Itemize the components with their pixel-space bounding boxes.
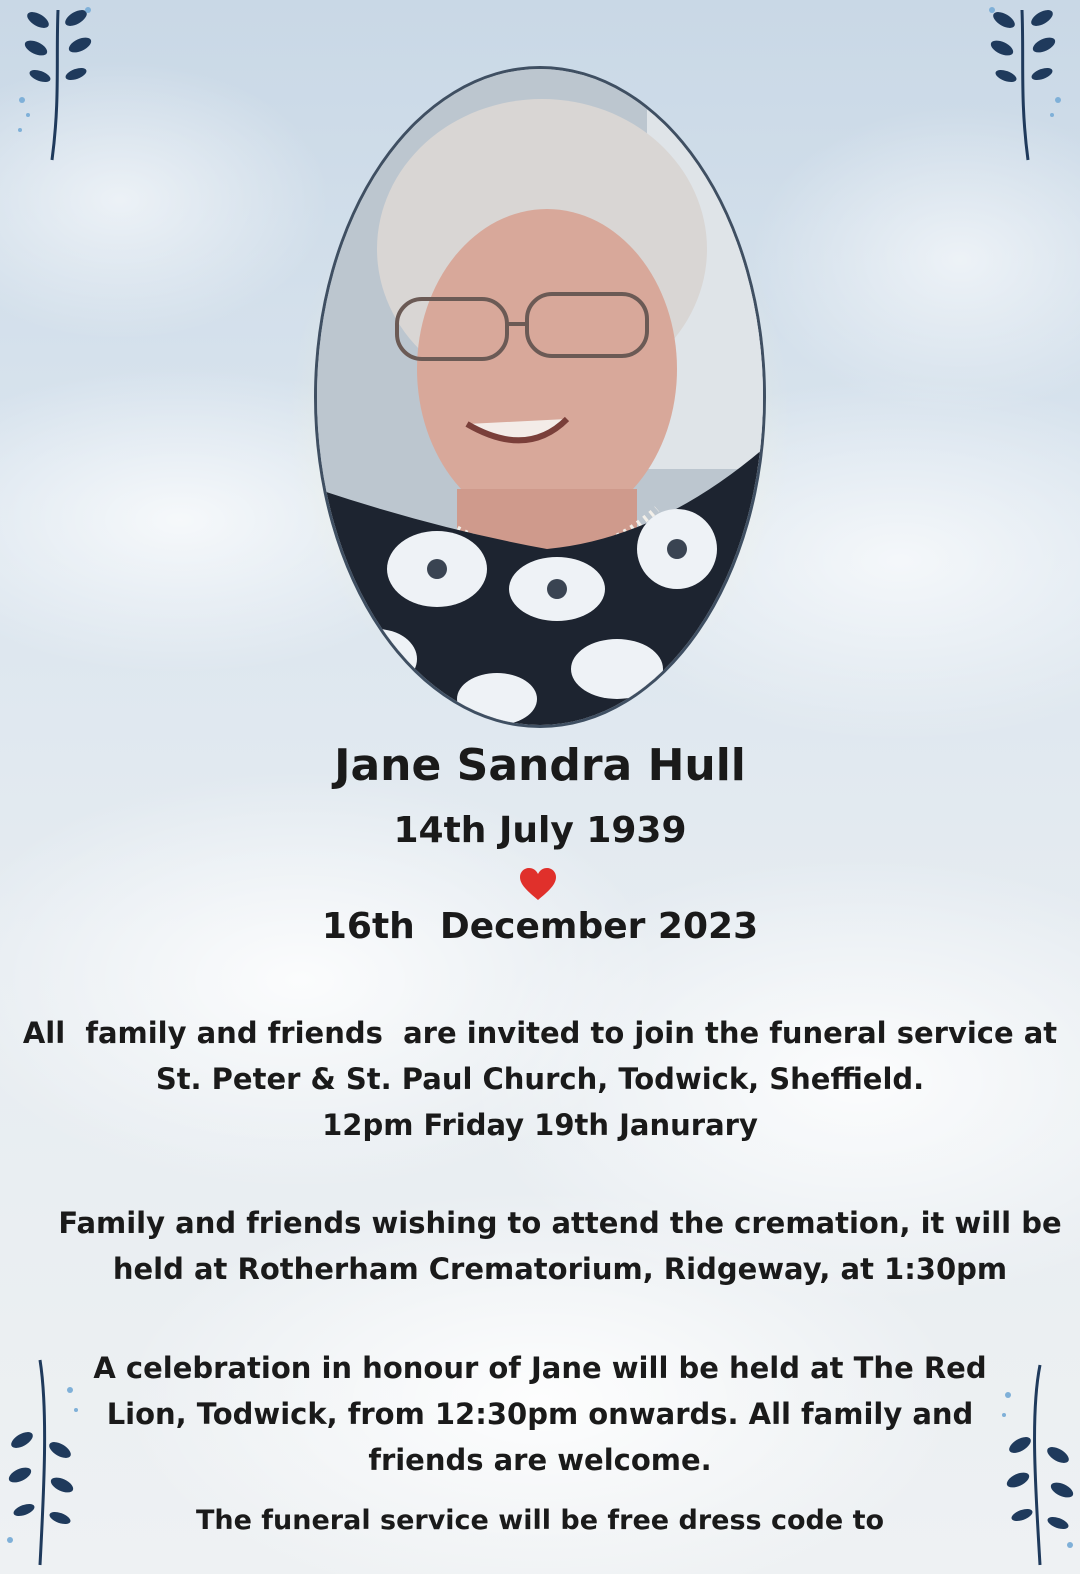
text-line: The funeral service will be free dress code to <box>195 1505 885 1536</box>
text-line: St. Peter & St. Paul Church, Todwick, Sheffield. <box>155 1062 925 1096</box>
dress-code-text <box>0 1500 1080 1542</box>
leaf-sprig-icon <box>8 0 98 170</box>
portrait-photo <box>314 66 766 728</box>
text-line: Family and friends wishing to attend the cremation, it will be <box>58 1206 1062 1240</box>
text-line: held at Rotherham Crematorium, Ridgeway, at 1:30pm <box>112 1252 1008 1286</box>
celebration-text <box>60 1345 1020 1483</box>
deceased-name: Jane Sandra Hull <box>334 740 746 791</box>
text-line: A celebration in honour of Jane will be held at The Red <box>93 1351 987 1385</box>
death-date: 16th December 2023 <box>321 906 759 947</box>
funeral-service-text <box>0 1010 1080 1148</box>
text-line: Lion, Todwick, from 12:30pm onwards. All family and <box>106 1397 974 1431</box>
text-line: 12pm Friday 19th Janurary <box>322 1108 758 1142</box>
cremation-text <box>40 1200 1080 1292</box>
leaf-sprig-icon <box>982 0 1072 170</box>
heart-icon <box>520 868 556 902</box>
text-line: All family and friends are invited to join the funeral service at <box>22 1016 1058 1050</box>
text-line: friends are welcome. <box>368 1443 712 1477</box>
birth-date: 14th July 1939 <box>393 810 687 851</box>
